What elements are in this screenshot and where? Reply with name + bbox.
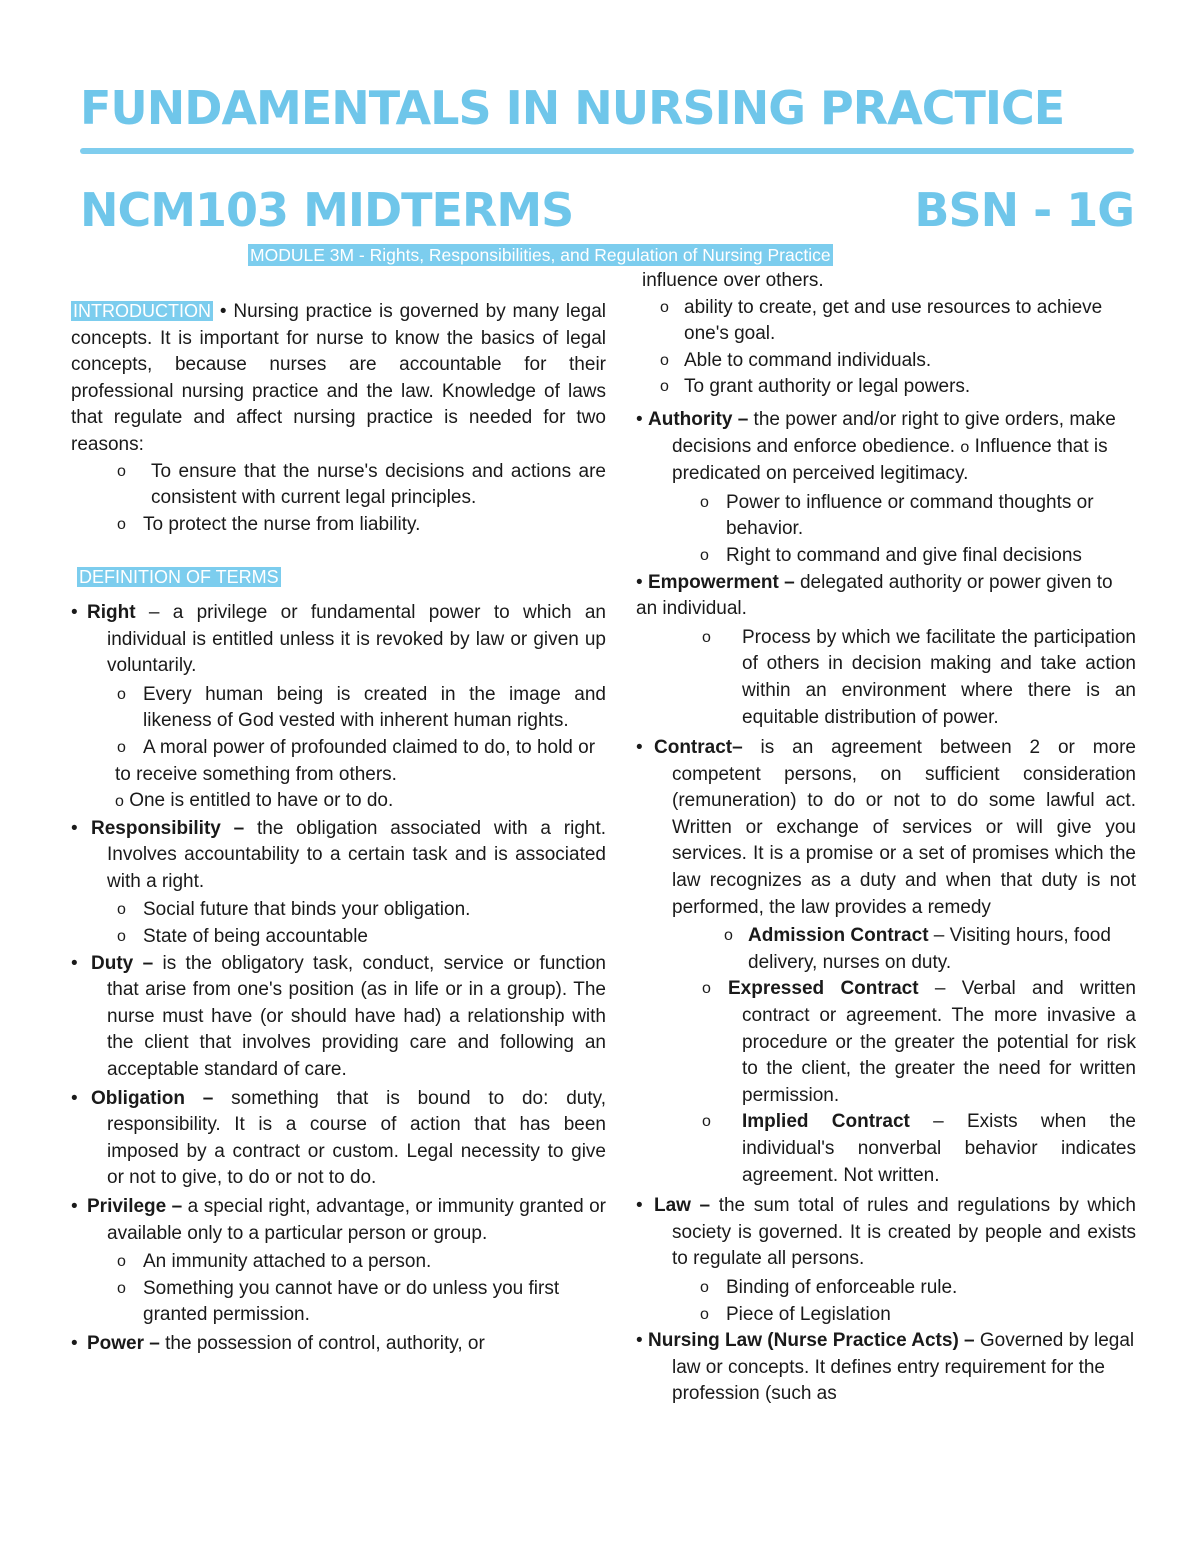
intro-text: Nursing practice is governed by many legal concepts. It is important for nurse to know the basics of legal concepts, because nurses are accountable for their professional nursing practice and the law. Knowledge of laws that regulate and affect nursing practice is needed for two reasons:: [71, 301, 606, 455]
bullet-icon: •: [71, 817, 78, 839]
bullet-icon: •: [71, 1196, 78, 1217]
sub-bullet-icon: o: [117, 1253, 126, 1271]
term-sub-item: [71, 682, 606, 735]
sub-bullet-icon: o: [700, 1278, 709, 1296]
bullet-icon: •: [71, 1332, 78, 1354]
term-duty: [71, 951, 606, 1084]
sub-bullet-icon: o: [117, 738, 126, 756]
term-definition: the possession of control, authority, or: [159, 1332, 485, 1354]
sub-bullet-icon: o: [702, 980, 711, 998]
bullet-icon: •: [636, 1195, 643, 1217]
law-sub-item: [636, 1302, 1136, 1329]
term-name: Nursing Law (Nurse Practice Acts) –: [648, 1330, 975, 1352]
contract-type-name: Implied Contract: [742, 1111, 910, 1133]
sub-bullet-icon: o: [115, 793, 124, 811]
sub-bullet-icon: o: [660, 378, 669, 396]
sub-bullet-icon: o: [660, 351, 669, 369]
term-sub-text: Social future that binds your obligation.: [143, 899, 471, 921]
term-name: Empowerment –: [647, 571, 795, 593]
title-divider: [80, 148, 1134, 154]
sub-bullet-icon: o: [700, 1305, 709, 1323]
term-definition: – a privilege or fundamental power to which an individual is entitled unless it is revoked by law or given up voluntarily.: [107, 601, 606, 677]
sub-bullet-icon: o: [702, 1113, 711, 1131]
term-sub-text: State of being accountable: [143, 926, 369, 948]
sub-bullet-icon: o: [117, 1279, 126, 1297]
term-sub-text: One is entitled to have or to do.: [129, 790, 394, 812]
term-name: Privilege –: [87, 1196, 183, 1217]
intro-tag: INTRODUCTION: [73, 301, 211, 321]
term-obligation: [71, 1086, 606, 1192]
law-sub-text: Binding of enforceable rule.: [726, 1276, 958, 1298]
left-column: [71, 298, 606, 1360]
term-definition: delegated authority or power given to an individual.: [636, 571, 1113, 620]
definitions-heading: [71, 564, 606, 592]
bullet-icon: •: [636, 408, 643, 430]
right-column: [636, 268, 1136, 1410]
sub-bullet-icon: o: [117, 515, 126, 533]
term-name: Contract–: [654, 737, 743, 759]
bullet-icon: •: [71, 952, 78, 974]
bullet-icon: •: [636, 1330, 643, 1352]
term-contract: [636, 735, 1136, 921]
course-subtitle: NCM103 MIDTERMS: [80, 183, 574, 237]
power-sub-item: [636, 374, 1136, 401]
authority-sub-text: Right to command and give final decisions: [726, 544, 1082, 566]
term-definition: the power and/or right to give orders, make decisions and enforce obedience.: [672, 408, 1116, 457]
sub-bullet-icon: o: [700, 546, 709, 564]
power-sub-text: To grant authority or legal powers.: [684, 376, 971, 398]
term-name: Responsibility –: [91, 817, 245, 839]
sub-bullet-icon: o: [724, 927, 733, 945]
term-law: [636, 1193, 1136, 1273]
authority-sub-text: Power to influence or command thoughts or behavior.: [726, 491, 1094, 540]
term-definition: something that is bound to do: duty, responsibility. It is a course of action that has been imposed by a contract or custom. Legal necessity to give or not to give, to do or not to do.: [107, 1087, 607, 1189]
bullet-icon: •: [71, 601, 78, 623]
term-sub-item: [71, 924, 606, 951]
sub-bullet-icon: o: [117, 462, 126, 480]
contract-type: [636, 1109, 1136, 1189]
contract-type-definition: – Exists when the individual's nonverbal behavior indicates agreement. Not written.: [742, 1111, 1136, 1186]
term-definition: a special right, advantage, or immunity granted or available only to a particular person or group.: [107, 1196, 606, 1244]
term-sub-text: An immunity attached to a person.: [143, 1251, 432, 1273]
sub-bullet-icon: o: [700, 493, 709, 511]
term-name: Duty –: [91, 952, 154, 974]
section-label: BSN - 1G: [914, 183, 1134, 237]
bullet-icon: •: [71, 1087, 78, 1109]
law-sub-text: Piece of Legislation: [726, 1303, 891, 1325]
intro-reason: [71, 459, 606, 512]
law-sub-item: [636, 1275, 1136, 1302]
sub-bullet-icon: o: [702, 628, 711, 646]
power-sub-item: [636, 348, 1136, 375]
empowerment-sub-item: [636, 625, 1136, 731]
term-sub-text: Influence that is predicated on perceived legitimacy.: [672, 435, 1108, 485]
bullet-icon: •: [636, 571, 643, 593]
term-authority: [636, 407, 1136, 488]
power-sub-item: [636, 295, 1136, 348]
document-title: FUNDAMENTALS IN NURSING PRACTICE: [80, 81, 1065, 135]
term-sub-item: [71, 1276, 606, 1329]
term-nursing-law: [636, 1328, 1136, 1408]
term-sub-item: [71, 897, 606, 924]
intro-bullet: •: [219, 301, 227, 322]
intro-paragraph: [71, 298, 606, 459]
power-continued: influence over others.: [642, 270, 824, 291]
intro-reason-text: To protect the nurse from liability.: [143, 513, 421, 535]
authority-sub-item: [636, 490, 1136, 543]
sub-bullet-icon: o: [660, 298, 669, 316]
term-definition: is the obligatory task, conduct, service or function that arise from one's position (as in life or in a group). The nurse must have (or should have had) a relationship with the client that involves providing care and following an acceptable standard of care.: [107, 952, 606, 1081]
contract-type-definition: – Visiting hours, food delivery, nurses on duty.: [748, 925, 1111, 973]
term-sub-text: Something you cannot have or do unless you first granted permission.: [143, 1277, 560, 1326]
term-name: Obligation –: [91, 1087, 214, 1109]
sub-bullet-icon: o: [117, 928, 126, 946]
term-definition: the obligation associated with a right. Involves accountability to a certain task and is associated with a right.: [107, 817, 607, 892]
term-sub-text: Every human being is created in the image and likeness of God vested with inherent human rights.: [143, 683, 606, 732]
sub-bullet-icon: o: [117, 685, 126, 703]
module-banner: MODULE 3M - Rights, Responsibilities, and Regulation of Nursing Practice: [250, 245, 831, 265]
contract-type-definition: – Verbal and written contract or agreement. The more invasive a procedure or the greater the potential for risk to the client, the greater the need for written permission.: [742, 978, 1136, 1106]
empowerment-sub-text: Process by which we facilitate the participation of others in decision making and take action within an environment where there is an equitable distribution of power.: [742, 626, 1136, 728]
authority-sub-item: [636, 543, 1136, 570]
term-definition: the sum total of rules and regulations by which society is governed. It is created by people and exists to regulate all persons.: [672, 1195, 1136, 1270]
definitions-tag: DEFINITION OF TERMS: [79, 567, 279, 588]
term-right: [71, 600, 606, 680]
contract-type-name: Expressed Contract: [728, 978, 919, 1000]
term-sub-item: [71, 1249, 606, 1276]
sub-bullet-icon: o: [117, 901, 126, 919]
term-sub-text: A moral power of profounded claimed to do, to hold or to receive something from others.: [115, 736, 596, 785]
bullet-icon: •: [636, 737, 643, 759]
term-name: Power –: [87, 1332, 160, 1354]
contract-type: [636, 923, 1136, 976]
contract-type: [636, 976, 1136, 1109]
term-responsibility: [71, 816, 606, 896]
term-name: Right: [87, 601, 136, 623]
term-empowerment: [636, 570, 1136, 623]
power-sub-text: Able to command individuals.: [684, 349, 932, 371]
contract-type-name: Admission Contract: [748, 925, 929, 947]
term-name: Authority –: [648, 408, 749, 430]
intro-reason-text: To ensure that the nurse's decisions and actions are consistent with current legal principles.: [151, 460, 606, 509]
term-privilege: [71, 1194, 606, 1247]
term-sub-item: [71, 735, 606, 816]
term-name: Law –: [654, 1195, 711, 1217]
term-definition: is an agreement between 2 or more competent persons, on sufficient consideration (remuneration) to do or not to do some lawful act. Written or exchange of services or will give you services. It is a promise or a set of promises which the law recognizes as a duty and when that duty is not performed, the law provides a remedy: [672, 737, 1136, 918]
term-power: [71, 1331, 606, 1358]
intro-reason: [71, 512, 606, 539]
power-sub-text: ability to create, get and use resources to achieve one's goal.: [684, 296, 1103, 345]
sub-bullet-icon: o: [960, 438, 970, 456]
term-definition: Governed by legal law or concepts. It defines entry requirement for the profession (such as: [672, 1330, 1135, 1405]
